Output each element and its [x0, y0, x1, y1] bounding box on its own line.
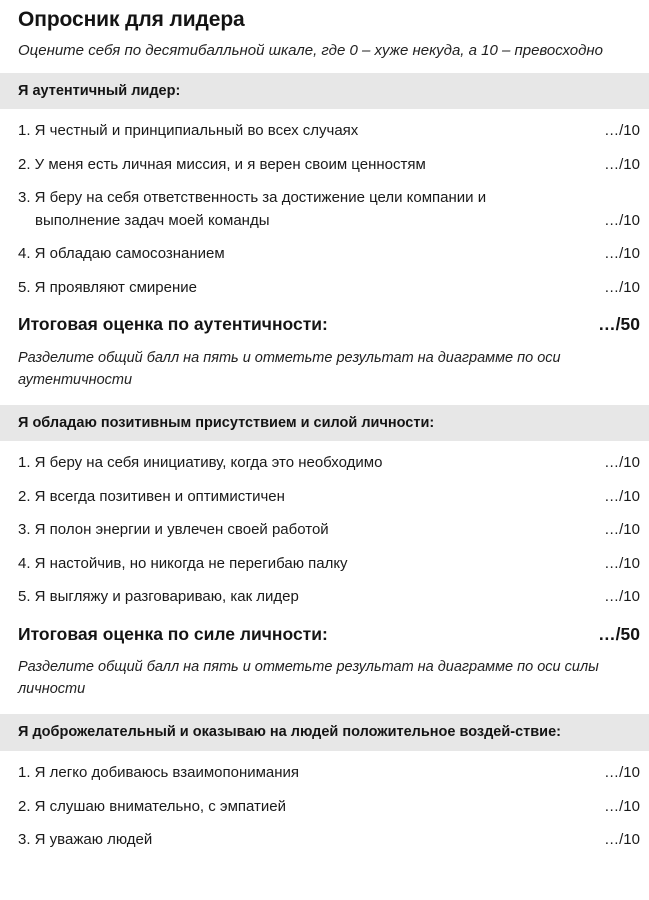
question-row: [0, 109, 649, 143]
section-note: Разделите общий балл на пять и отметьте результат на диаграмме по оси силы личности: [18, 659, 599, 697]
question-list-positive-presence: [0, 441, 649, 609]
page-title: Опросник для лидера: [18, 8, 245, 31]
total-label: Итоговая оценка по силе личности:: [18, 623, 328, 644]
question-score[interactable]: …/10: [604, 487, 640, 505]
question-list-authentic-leader: [0, 109, 649, 299]
question-text: 2. Я слушаю внимательно, с эмпатией: [18, 797, 286, 815]
question-row: [0, 232, 649, 266]
question-score[interactable]: …/10: [604, 797, 640, 815]
question-text: 2. У меня есть личная миссия, и я верен своим ценностям: [18, 155, 426, 173]
question-score[interactable]: …/10: [604, 764, 640, 782]
section-note: Разделите общий балл на пять и отметьте результат на диаграмме по оси аутентичности: [18, 350, 561, 388]
section-heading-authentic-leader: Я аутентичный лидер:: [0, 73, 649, 109]
question-score[interactable]: …/10: [604, 245, 640, 263]
question-row: [0, 785, 649, 819]
question-score[interactable]: …/10: [604, 588, 640, 606]
question-text: 3. Я полон энергии и увлечен своей работой: [18, 521, 329, 539]
total-score[interactable]: …/50: [598, 623, 640, 644]
question-row: [0, 475, 649, 509]
question-row: [0, 441, 649, 475]
question-score[interactable]: …/10: [604, 211, 640, 229]
question-list-benevolent-impact: [0, 751, 649, 852]
question-text: 1. Я беру на себя инициативу, когда это необходимо: [18, 454, 383, 472]
section-heading-benevolent-impact: Я доброжелательный и оказываю на людей положительное воздей-ствие:: [0, 714, 649, 751]
total-score[interactable]: …/50: [598, 314, 640, 335]
question-text: 4. Я обладаю самосознанием: [18, 245, 225, 263]
question-row: [0, 542, 649, 576]
question-text: 3. Я беру на себя ответственность за достижение цели компании и выполнение задач моей команды: [18, 189, 487, 229]
question-row: [0, 575, 649, 609]
question-score[interactable]: …/10: [604, 454, 640, 472]
section-heading-positive-presence: Я обладаю позитивным присутствием и силой личности:: [0, 405, 649, 441]
question-text: 5. Я выгляжу и разговариваю, как лидер: [18, 588, 299, 606]
question-score[interactable]: …/10: [604, 155, 640, 173]
question-row: [0, 508, 649, 542]
question-text: 1. Я легко добиваюсь взаимопонимания: [18, 764, 300, 782]
question-row: [0, 751, 649, 785]
question-text: 3. Я уважаю людей: [18, 831, 153, 849]
question-score[interactable]: …/10: [604, 278, 640, 296]
question-score[interactable]: …/10: [604, 122, 640, 140]
question-text: 2. Я всегда позитивен и оптимистичен: [18, 487, 285, 505]
question-text: 1. Я честный и принципиальный во всех случаях: [18, 122, 359, 140]
question-score[interactable]: …/10: [604, 831, 640, 849]
question-row: [0, 143, 649, 177]
total-label: Итоговая оценка по аутентичности:: [18, 314, 328, 335]
question-row: [0, 176, 649, 232]
question-score[interactable]: …/10: [604, 521, 640, 539]
question-row: [0, 266, 649, 300]
page-subtitle: Оцените себя по десятибалльной шкале, где 0 – хуже некуда, а 10 – превосходно: [18, 42, 604, 60]
question-score[interactable]: …/10: [604, 554, 640, 572]
total-row-authenticity: [0, 299, 649, 337]
question-row: [0, 818, 649, 852]
question-text: 4. Я настойчив, но никогда не перегибаю палку: [18, 554, 348, 572]
total-row-personal-power: [0, 609, 649, 647]
question-text: 5. Я проявляют смирение: [18, 278, 197, 296]
